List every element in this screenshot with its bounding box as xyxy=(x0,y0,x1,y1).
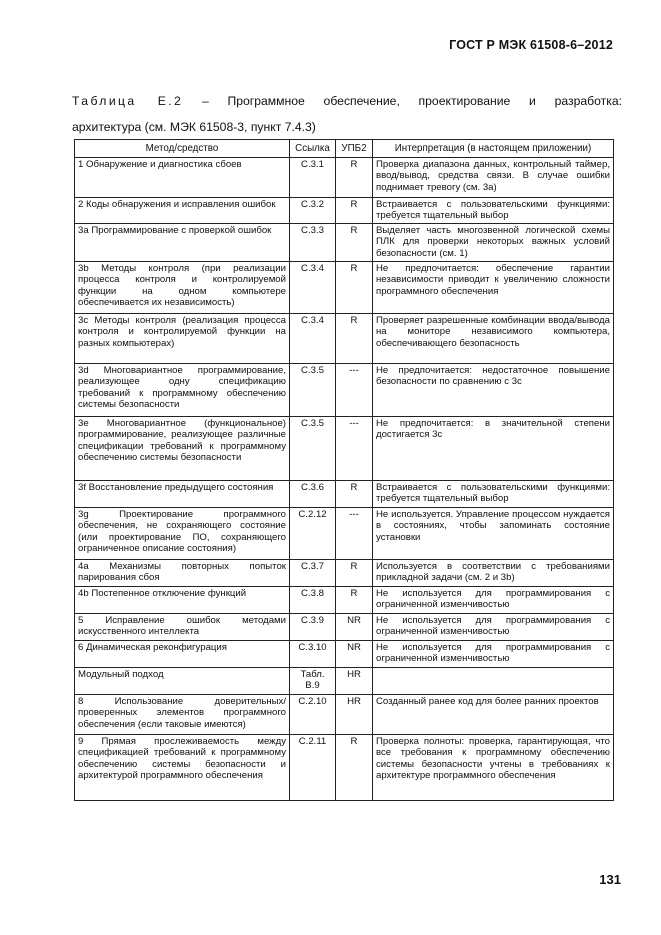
cell-interpretation: Не используется для программирования с ограниченной изменчивостью xyxy=(373,614,614,641)
cell-upb: R xyxy=(336,587,373,614)
cell-ref: С.3.6 xyxy=(290,481,336,508)
table-row xyxy=(75,364,614,417)
cell-ref: С.3.4 xyxy=(290,262,336,314)
cell-ref: С.2.10 xyxy=(290,695,336,735)
cell-upb: --- xyxy=(336,508,373,560)
header-ref: Ссылка xyxy=(290,140,336,158)
cell-interpretation: Встраивается с пользовательскими функциями: требуется тщательный выбор xyxy=(373,481,614,508)
table-caption xyxy=(72,92,622,110)
table-row xyxy=(75,668,614,695)
caption-text-line1: Программное обеспечение, проектирование и разработка: xyxy=(227,94,622,108)
document-header: ГОСТ Р МЭК 61508-6–2012 xyxy=(449,38,613,52)
cell-ref: С.3.4 xyxy=(290,314,336,364)
cell-interpretation: Используется в соответствии с требованиями прикладной задачи (см. 2 и 3b) xyxy=(373,560,614,587)
cell-ref: С.3.7 xyxy=(290,560,336,587)
table-caption-line2: архитектура (см. МЭК 61508-3, пункт 7.4.3) xyxy=(72,120,316,134)
cell-interpretation: Встраивается с пользовательскими функциями: требуется тщательный выбор xyxy=(373,198,614,224)
cell-method: 9 Прямая прослеживаемость между спецификацией требований к программному обеспечению системы безопасности и архитектурой программного обеспечения xyxy=(75,735,290,801)
cell-interpretation: Не предпочитается: обеспечение гарантии независимости приводит к увеличению сложности программного обеспечения xyxy=(373,262,614,314)
table-row xyxy=(75,508,614,560)
cell-interpretation xyxy=(373,668,614,695)
cell-method: 3с Методы контроля (реализация процесса контроля и контролируемой функции на разных компьютерах) xyxy=(75,314,290,364)
table-label: Таблица Е.2 xyxy=(72,94,184,108)
cell-upb: R xyxy=(336,735,373,801)
cell-upb: --- xyxy=(336,417,373,481)
cell-ref: С.2.12 xyxy=(290,508,336,560)
cell-interpretation: Не используется. Управление процессом нуждается в состояниях, чтобы запоминать состояние установки xyxy=(373,508,614,560)
cell-method: 6 Динамическая реконфигурация xyxy=(75,641,290,668)
cell-upb: R xyxy=(336,314,373,364)
table-row xyxy=(75,614,614,641)
cell-method: 8 Использование доверительных/проверенных элементов программного обеспечения (если таковые имеются) xyxy=(75,695,290,735)
cell-upb: HR xyxy=(336,695,373,735)
cell-method: 3а Программирование с проверкой ошибок xyxy=(75,224,290,262)
cell-upb: R xyxy=(336,481,373,508)
cell-interpretation: Проверка диапазона данных, контрольный таймер, ввод/вывод, средства связи. В случае ошибки поднимает тревогу (см. 3а) xyxy=(373,158,614,198)
cell-method: 3f Восстановление предыдущего состояния xyxy=(75,481,290,508)
table-row xyxy=(75,198,614,224)
cell-method: 4а Механизмы повторных попыток парирования сбоя xyxy=(75,560,290,587)
table-row xyxy=(75,224,614,262)
cell-method: 3g Проектирование программного обеспечения, не сохраняющего состояние (или проектирование ПО, сохраняющего ограниченное описание состояния) xyxy=(75,508,290,560)
cell-ref: С.3.1 xyxy=(290,158,336,198)
cell-upb: NR xyxy=(336,614,373,641)
cell-upb: R xyxy=(336,158,373,198)
table-row xyxy=(75,262,614,314)
cell-ref: С.3.5 xyxy=(290,364,336,417)
header-method: Метод/средство xyxy=(75,140,290,158)
methods-table xyxy=(74,139,614,801)
cell-interpretation: Не предпочитается: недостаточное повышение безопасности по сравнению с 3с xyxy=(373,364,614,417)
cell-interpretation: Не используется для программирования с ограниченной изменчивостью xyxy=(373,587,614,614)
cell-interpretation: Не предпочитается: в значительной степени достигается 3с xyxy=(373,417,614,481)
cell-ref: С.3.3 xyxy=(290,224,336,262)
cell-upb: R xyxy=(336,198,373,224)
cell-ref: С.3.2 xyxy=(290,198,336,224)
table-row xyxy=(75,481,614,508)
table-header-row xyxy=(75,140,614,158)
cell-upb: R xyxy=(336,560,373,587)
cell-interpretation: Созданный ранее код для более ранних проектов xyxy=(373,695,614,735)
cell-method: 1 Обнаружение и диагностика сбоев xyxy=(75,158,290,198)
table-row xyxy=(75,314,614,364)
page-number: 131 xyxy=(599,872,621,887)
cell-method: Модульный подход xyxy=(75,668,290,695)
cell-method: 3е Многовариантное (функциональное) программирование, реализующее различные спецификации требований к программному обеспечению системы безопасности xyxy=(75,417,290,481)
header-interpretation: Интерпретация (в настоящем приложении) xyxy=(373,140,614,158)
table-row xyxy=(75,158,614,198)
cell-ref: С.3.9 xyxy=(290,614,336,641)
table-row xyxy=(75,560,614,587)
cell-method: 4b Постепенное отключение функций xyxy=(75,587,290,614)
cell-upb: --- xyxy=(336,364,373,417)
table-row xyxy=(75,587,614,614)
cell-ref: С.3.5 xyxy=(290,417,336,481)
cell-interpretation: Проверяет разрешенные комбинации ввода/вывода на мониторе независимого компьютера, обеспечивающего безопасность xyxy=(373,314,614,364)
cell-method: 5 Исправление ошибок методами искусственного интеллекта xyxy=(75,614,290,641)
caption-dash: – xyxy=(201,94,209,108)
cell-interpretation: Не используется для программирования с ограниченной изменчивостью xyxy=(373,641,614,668)
cell-interpretation: Проверка полноты: проверка, гарантирующая, что все требования к программному обеспечению системы безопасности учтены в требованиях к архитектуре программного обеспечения xyxy=(373,735,614,801)
cell-ref: С.3.8 xyxy=(290,587,336,614)
table-row xyxy=(75,641,614,668)
cell-upb: R xyxy=(336,262,373,314)
cell-ref: Табл. В.9 xyxy=(290,668,336,695)
cell-method: 3b Методы контроля (при реализации процесса контроля и контролируемой функции на одном компьютере обеспечивается их независимость) xyxy=(75,262,290,314)
table-row xyxy=(75,417,614,481)
cell-ref: С.2.11 xyxy=(290,735,336,801)
cell-ref: С.3.10 xyxy=(290,641,336,668)
cell-interpretation: Выделяет часть многозвенной логической схемы ПЛК для проверки некоторых важных условий безопасности (см. 1) xyxy=(373,224,614,262)
cell-method: 3d Многовариантное программирование, реализующее одну спецификацию требований к программному обеспечению системы безопасности xyxy=(75,364,290,417)
cell-upb: R xyxy=(336,224,373,262)
cell-upb: NR xyxy=(336,641,373,668)
table-row xyxy=(75,695,614,735)
cell-upb: HR xyxy=(336,668,373,695)
header-upb: УПБ2 xyxy=(336,140,373,158)
table-row xyxy=(75,735,614,801)
cell-method: 2 Коды обнаружения и исправления ошибок xyxy=(75,198,290,224)
